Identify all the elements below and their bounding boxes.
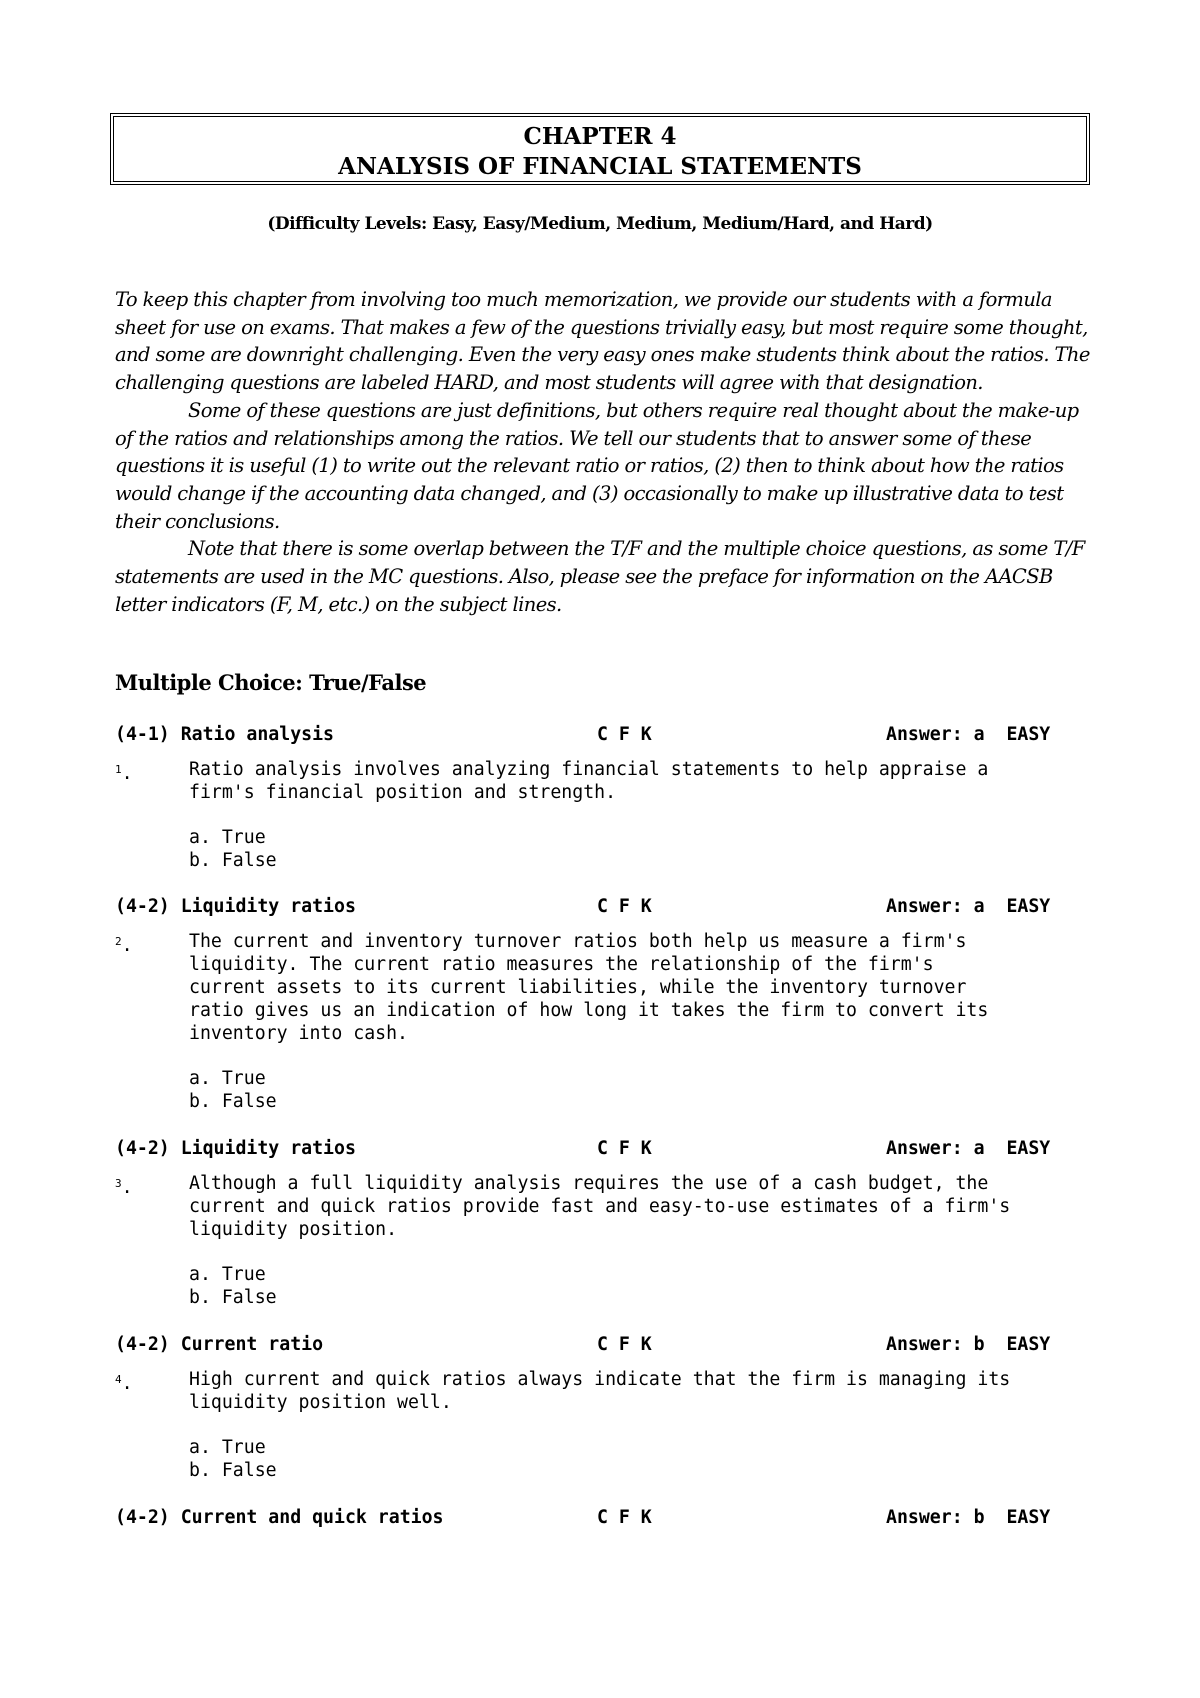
question-header [115, 896, 1095, 920]
question-body [115, 1172, 1095, 1309]
question-number: $^2$. [115, 935, 133, 956]
question-stem: Although a full liquidity analysis requires the use of a cash budget, the current and quick ratios provide fast and easy-to-use estimates of a firm's liquidity position. [189, 1173, 1011, 1240]
question-topic: (4-1) Ratio analysis [115, 724, 334, 745]
intro-paragraph-1: To keep this chapter from involving too much memorization, we provide our students with a formula sheet for use on exams. That makes a few of the questions trivially easy, but most require some thought, and some are downright challenging. Even the very easy ones make students think about the ratios. The challenging questions are labeled HARD, and most students will agree with that designation. [115, 288, 1090, 395]
question-tags: C F K [597, 1138, 652, 1159]
question-answer: Answer: b EASY [886, 1507, 1051, 1528]
choice-a: a. True [189, 1068, 266, 1089]
question-topic: (4-2) Liquidity ratios [115, 1138, 356, 1159]
intro-paragraph-3: Note that there is some overlap between the T/F and the multiple choice questions, as some T/F statements are used in the MC questions. Also, please see the preface for information on the AACSB letter indicators (F, M, etc.) on the subject lines. [115, 537, 1085, 616]
choice-b: b. False [189, 1091, 277, 1112]
choice-a: a. True [189, 1264, 266, 1285]
question-topic: (4-2) Current ratio [115, 1334, 324, 1355]
question-header [115, 724, 1095, 748]
question-tags: C F K [597, 896, 652, 917]
question-topic: (4-2) Liquidity ratios [115, 896, 356, 917]
intro-text [115, 286, 1095, 618]
question-item [115, 896, 1095, 1113]
question-body [115, 930, 1095, 1113]
difficulty-levels-note: (Difficulty Levels: Easy, Easy/Medium, Medium, Medium/Hard, and Hard) [267, 214, 933, 234]
question-item [115, 724, 1095, 872]
question-answer: Answer: a EASY [886, 1138, 1051, 1159]
choice-b: b. False [189, 850, 277, 871]
question-topic: (4-2) Current and quick ratios [115, 1507, 444, 1528]
question-body [115, 758, 1095, 872]
question-stem: High current and quick ratios always indicate that the firm is managing its liquidity position well. [189, 1369, 1011, 1413]
choice-b: b. False [189, 1287, 277, 1308]
question-answer: Answer: b EASY [886, 1334, 1051, 1355]
question-choices [189, 1436, 1095, 1482]
question-stem: The current and inventory turnover ratios both help us measure a firm's liquidity. The current ratio measures the relationship of the firm's current assets to its current liabilities, while the inventory turnover ratio gives us an indication of how long it takes the firm to convert its inventory into cash. [189, 931, 989, 1044]
choice-a: a. True [189, 1437, 266, 1458]
question-header [115, 1334, 1095, 1358]
question-number: $^4$. [115, 1373, 133, 1394]
question-stem: Ratio analysis involves analyzing financial statements to help appraise a firm's financial position and strength. [189, 759, 989, 803]
choice-a: a. True [189, 827, 266, 848]
question-answer: Answer: a EASY [886, 896, 1051, 917]
question-tags: C F K [597, 1334, 652, 1355]
question-header [115, 1507, 1095, 1531]
question-item [115, 1334, 1095, 1482]
question-number: $^3$. [115, 1177, 133, 1198]
section-heading: Multiple Choice: True/False [115, 670, 427, 695]
question-tags: C F K [597, 724, 652, 745]
question-answer: Answer: a EASY [886, 724, 1051, 745]
chapter-title: ANALYSIS OF FINANCIAL STATEMENTS [338, 153, 862, 180]
question-number: $^1$. [115, 763, 133, 784]
question-choices [189, 826, 1095, 872]
question-body [115, 1368, 1095, 1482]
question-item [115, 1138, 1095, 1309]
choice-b: b. False [189, 1460, 277, 1481]
question-choices [189, 1263, 1095, 1309]
intro-paragraph-2: Some of these questions are just definitions, but others require real thought about the make-up of the ratios and relationships among the ratios. We tell our students that to answer some of these questions it is useful (1) to write out the relevant ratio or ratios, (2) then to think about how the ratios would change if the accounting data changed, and (3) occasionally to make up illustrative data to test their conclusions. [115, 398, 1079, 533]
chapter-title-box [110, 113, 1090, 185]
question-choices [189, 1067, 1095, 1113]
question-item [115, 1507, 1095, 1531]
question-tags: C F K [597, 1507, 652, 1528]
chapter-number: CHAPTER 4 [523, 123, 677, 150]
question-header [115, 1138, 1095, 1162]
